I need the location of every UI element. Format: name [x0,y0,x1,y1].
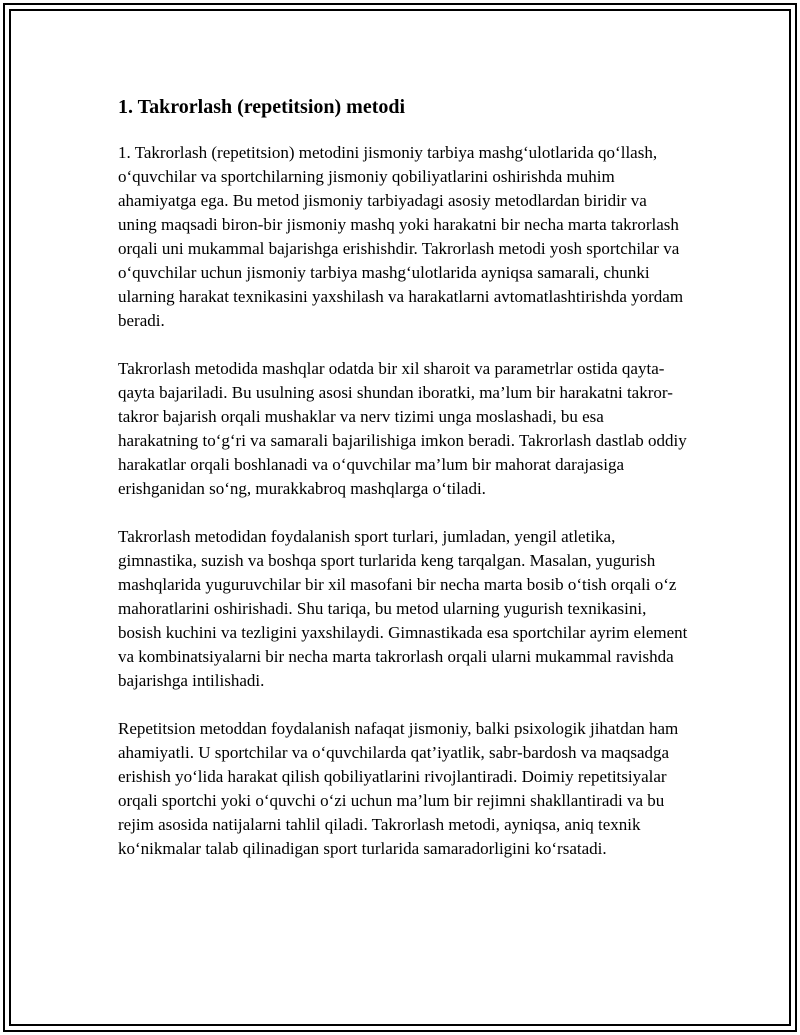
paragraph-1: 1. Takrorlash (repetitsion) metodini jismoniy tarbiya mashg‘ulotlarida qo‘llash, o‘quvchilar va sportchilarning jismoniy qobiliyatlarini oshirishda muhim ahamiyatga ega. Bu metod jismoniy tarbiyadagi asosiy metodlardan biridir va uning maqsadi biron-bir jismoniy mashq yoki harakatni bir necha marta takrorlash orqali uni mukammal bajarishga erishishdir. Takrorlash metodi yosh sportchilar va o‘quvchilar uchun jismoniy tarbiya mashg‘ulotlarida ayniqsa samarali, chunki ularning harakat texnikasini yaxshilash va harakatlarni avtomatlashtirishda yordam beradi. [118,143,684,330]
paragraph-4: Repetitsion metoddan foydalanish nafaqat jismoniy, balki psixologik jihatdan ham ahamiyatli. U sportchilar va o‘quvchilarda qat’iyatlik, sabr-bardosh va maqsadga erishish yo‘lida harakat qilish qobiliyatlarini rivojlantiradi. Doimiy repetitsiyalar orqali sportchi yoki o‘quvchi o‘zi uchun ma’lum bir rejimni shakllantiradi va bu rejim asosida natijalarni tahlil qiladi. Takrorlash metodi, ayniqsa, aniq texnik ko‘nikmalar talab qilinadigan sport turlarida samaradorligini ko‘rsatadi. [118,719,679,858]
document-body [118,93,688,885]
section-heading: 1. Takrorlash (repetitsion) metodi [118,96,406,118]
paragraph-3: Takrorlash metodidan foydalanish sport turlari, jumladan, yengil atletika, gimnastika, suzish va boshqa sport turlarida keng tarqalgan. Masalan, yugurish mashqlarida yuguruvchilar bir xil masofani bir necha marta bosib o‘tish orqali o‘z mahoratlarini oshirishadi. Shu tariqa, bu metod ularning yugurish texnikasini, bosish kuchini va tezligini yaxshilaydi. Gimnastikada esa sportchilar ayrim element va kombinatsiyalarni bir necha marta takrorlash orqali ularni mukammal ravishda bajarishga intilishadi. [118,527,688,690]
paragraph-2: Takrorlash metodida mashqlar odatda bir xil sharoit va parametrlar ostida qayta-qayta bajariladi. Bu usulning asosi shundan iboratki, ma’lum bir harakatni takror-takror bajarish orqali mushaklar va nerv tizimi unga moslashadi, bu esa harakatning to‘g‘ri va samarali bajarilishiga imkon beradi. Takrorlash dastlab oddiy harakatlar orqali boshlanadi va o‘quvchilar ma’lum bir mahorat darajasiga erishganidan so‘ng, murakkabroq mashqlarga o‘tiladi. [118,359,687,498]
